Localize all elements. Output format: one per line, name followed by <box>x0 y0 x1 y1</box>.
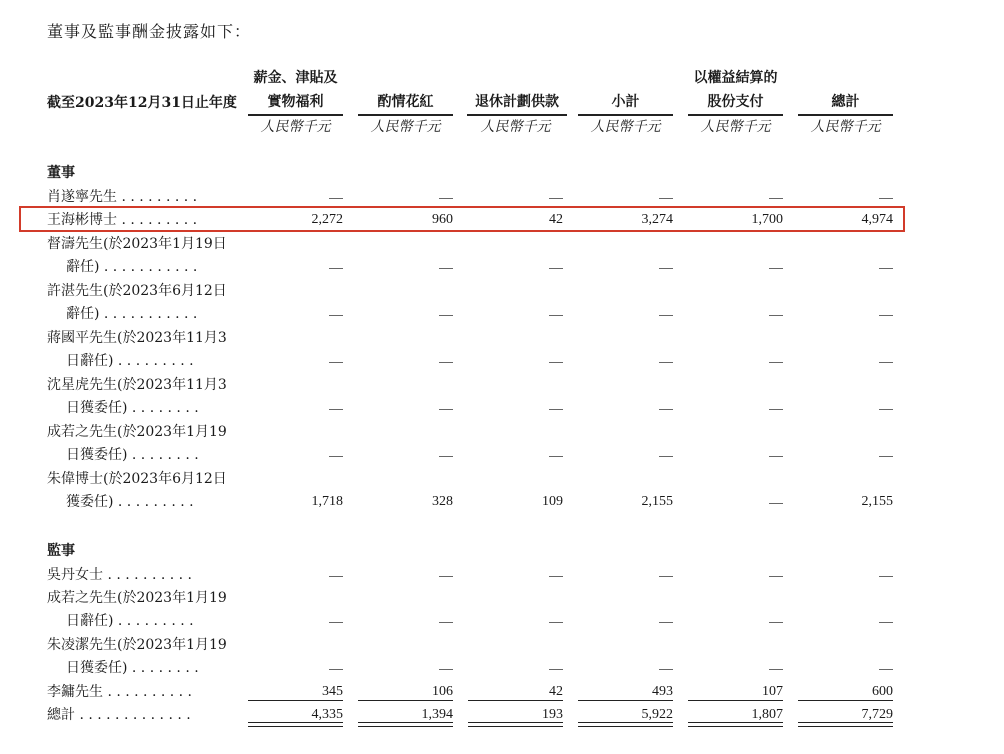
row-label: 沈星虎先生(於2023年11月3 <box>47 377 227 393</box>
highlight-box <box>19 206 905 232</box>
empty-value-dash <box>879 362 893 363</box>
empty-value-dash <box>769 456 783 457</box>
subtotal-rule <box>798 700 893 701</box>
row-label-continued: 獲委任) . . . . . . . . . <box>66 494 194 510</box>
empty-value-dash <box>769 622 783 623</box>
total-double-rule <box>248 722 343 727</box>
empty-value-dash <box>329 268 343 269</box>
empty-value-dash <box>659 576 673 577</box>
row-label-continued: 辭任) . . . . . . . . . . . <box>66 259 198 275</box>
empty-value-dash <box>659 198 673 199</box>
value-cell: 7,729 <box>861 707 893 722</box>
empty-value-dash <box>549 669 563 670</box>
intro-text: 董事及監事酬金披露如下： <box>47 22 252 41</box>
subtotal-rule <box>688 700 783 701</box>
subtotal-rule <box>468 700 563 701</box>
period-label: 截至2023年12月31日止年度 <box>47 95 237 111</box>
row-label: 朱偉博士(於2023年6月12日 <box>47 471 227 487</box>
total-double-rule <box>468 722 563 727</box>
empty-value-dash <box>879 576 893 577</box>
unit-label: 人民幣千元 <box>480 119 551 135</box>
unit-label: 人民幣千元 <box>260 119 331 135</box>
total-double-rule <box>358 722 453 727</box>
column-header-share-payment: 以權益結算的 股份支付 <box>688 66 783 116</box>
empty-value-dash <box>769 268 783 269</box>
subtotal-rule <box>578 700 673 701</box>
total-double-rule <box>578 722 673 727</box>
empty-value-dash <box>329 576 343 577</box>
value-cell: 193 <box>542 707 563 722</box>
empty-value-dash <box>549 198 563 199</box>
empty-value-dash <box>439 268 453 269</box>
empty-value-dash <box>439 622 453 623</box>
unit-label: 人民幣千元 <box>700 119 771 135</box>
value-cell: 42 <box>549 684 563 699</box>
empty-value-dash <box>879 622 893 623</box>
unit-label: 人民幣千元 <box>370 119 441 135</box>
empty-value-dash <box>549 622 563 623</box>
empty-value-dash <box>659 315 673 316</box>
empty-value-dash <box>769 576 783 577</box>
value-cell: 109 <box>542 494 563 509</box>
empty-value-dash <box>879 315 893 316</box>
empty-value-dash <box>549 268 563 269</box>
row-label: 吳丹女士 . . . . . . . . . . <box>47 567 193 583</box>
column-header-salaries: 薪金、津貼及 實物福利 <box>248 66 343 116</box>
row-label-continued: 日獲委任) . . . . . . . . <box>66 447 199 463</box>
row-label-continued: 日獲委任) . . . . . . . . <box>66 660 199 676</box>
empty-value-dash <box>329 669 343 670</box>
row-label: 李鏞先生 . . . . . . . . . . <box>47 684 193 700</box>
row-label: 督濤先生(於2023年1月19日 <box>47 236 227 252</box>
unit-label: 人民幣千元 <box>810 119 881 135</box>
value-cell: 2,155 <box>641 494 673 509</box>
row-label-continued: 辭任) . . . . . . . . . . . <box>66 306 198 322</box>
row-label-continued: 日獲委任) . . . . . . . . <box>66 400 199 416</box>
empty-value-dash <box>439 362 453 363</box>
row-label: 總計 . . . . . . . . . . . . . <box>47 707 191 723</box>
empty-value-dash <box>659 456 673 457</box>
empty-value-dash <box>659 409 673 410</box>
value-cell: 2,272 <box>311 212 343 227</box>
empty-value-dash <box>879 409 893 410</box>
column-header-pension: 退休計劃供款 <box>467 90 567 116</box>
empty-value-dash <box>769 362 783 363</box>
row-label: 蔣國平先生(於2023年11月3 <box>47 330 227 346</box>
value-cell: 106 <box>432 684 453 699</box>
subtotal-rule <box>358 700 453 701</box>
empty-value-dash <box>879 669 893 670</box>
empty-value-dash <box>879 198 893 199</box>
empty-value-dash <box>769 409 783 410</box>
value-cell: 3,274 <box>641 212 673 227</box>
empty-value-dash <box>659 622 673 623</box>
empty-value-dash <box>329 622 343 623</box>
empty-value-dash <box>549 576 563 577</box>
value-cell: 5,922 <box>641 707 673 722</box>
empty-value-dash <box>439 315 453 316</box>
empty-value-dash <box>329 315 343 316</box>
value-cell: 1,718 <box>311 494 343 509</box>
empty-value-dash <box>549 456 563 457</box>
empty-value-dash <box>549 315 563 316</box>
row-label-continued: 日辭任) . . . . . . . . . <box>66 613 194 629</box>
column-header-bonus: 酌情花紅 <box>358 90 453 116</box>
row-label-continued: 日辭任) . . . . . . . . . <box>66 353 194 369</box>
unit-label: 人民幣千元 <box>590 119 661 135</box>
column-header-subtotal: 小計 <box>578 90 673 116</box>
empty-value-dash <box>439 409 453 410</box>
empty-value-dash <box>549 362 563 363</box>
section-heading-directors: 董事 <box>47 165 75 181</box>
value-cell: 1,807 <box>751 707 783 722</box>
empty-value-dash <box>659 362 673 363</box>
empty-value-dash <box>329 362 343 363</box>
subtotal-rule <box>248 700 343 701</box>
value-cell: 4,335 <box>311 707 343 722</box>
row-label: 王海彬博士 . . . . . . . . . <box>47 212 198 228</box>
value-cell: 345 <box>322 684 343 699</box>
value-cell: 2,155 <box>861 494 893 509</box>
value-cell: 1,394 <box>421 707 453 722</box>
empty-value-dash <box>769 315 783 316</box>
column-header-total: 總計 <box>798 90 893 116</box>
value-cell: 42 <box>549 212 563 227</box>
empty-value-dash <box>329 456 343 457</box>
empty-value-dash <box>439 198 453 199</box>
value-cell: 1,700 <box>751 212 783 227</box>
value-cell: 960 <box>432 212 453 227</box>
empty-value-dash <box>769 669 783 670</box>
row-label: 朱凌潔先生(於2023年1月19 <box>47 637 227 653</box>
row-label: 肖遂寧先生 . . . . . . . . . <box>47 189 198 205</box>
empty-value-dash <box>329 409 343 410</box>
empty-value-dash <box>549 409 563 410</box>
empty-value-dash <box>879 456 893 457</box>
empty-value-dash <box>439 456 453 457</box>
value-cell: 600 <box>872 684 893 699</box>
value-cell: 493 <box>652 684 673 699</box>
empty-value-dash <box>769 198 783 199</box>
empty-value-dash <box>879 268 893 269</box>
section-heading-supervisors: 監事 <box>47 543 75 559</box>
empty-value-dash <box>769 503 783 504</box>
value-cell: 107 <box>762 684 783 699</box>
total-double-rule <box>688 722 783 727</box>
total-double-rule <box>798 722 893 727</box>
empty-value-dash <box>659 669 673 670</box>
empty-value-dash <box>439 576 453 577</box>
empty-value-dash <box>329 198 343 199</box>
empty-value-dash <box>439 669 453 670</box>
value-cell: 4,974 <box>861 212 893 227</box>
row-label: 許湛先生(於2023年6月12日 <box>47 283 227 299</box>
row-label: 成若之先生(於2023年1月19 <box>47 590 227 606</box>
row-label: 成若之先生(於2023年1月19 <box>47 424 227 440</box>
value-cell: 328 <box>432 494 453 509</box>
empty-value-dash <box>659 268 673 269</box>
